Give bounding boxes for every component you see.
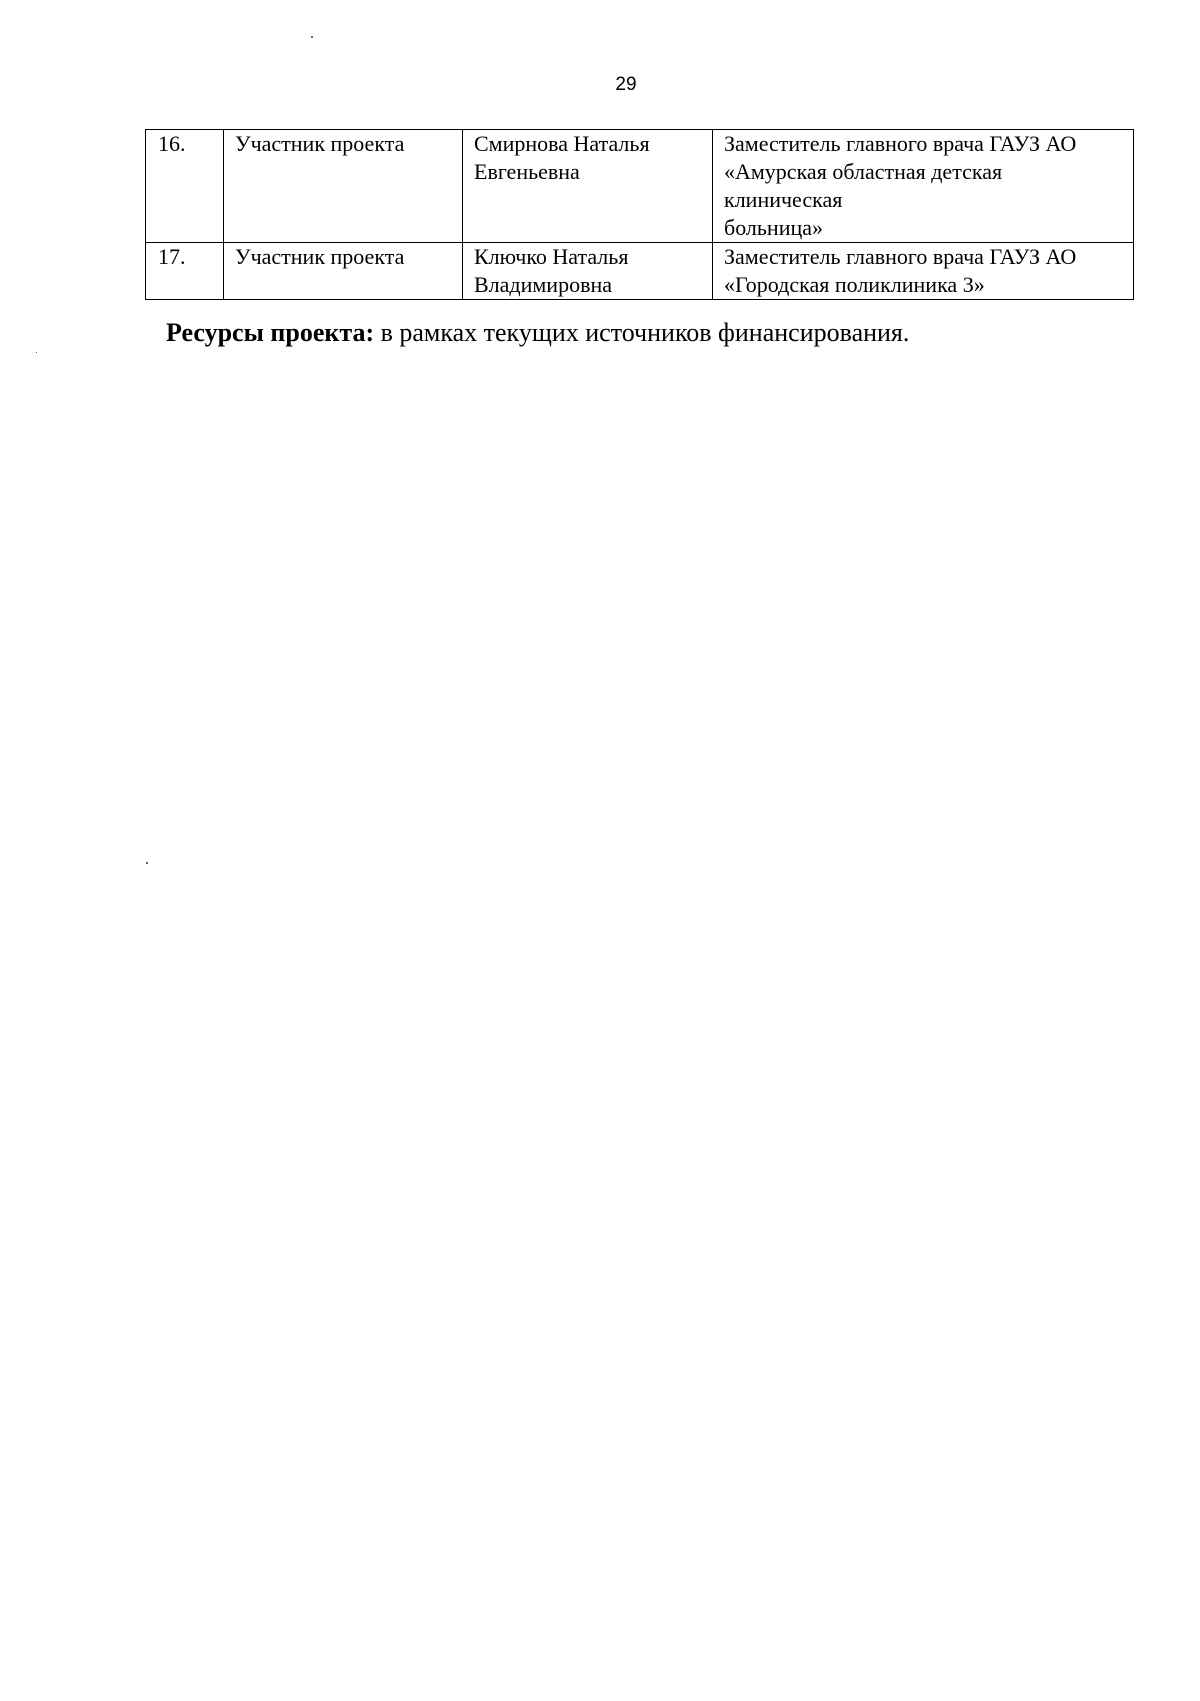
member-name-line: Смирнова Наталья xyxy=(474,131,650,156)
member-position-line: больница» xyxy=(724,215,823,240)
member-position-line: Заместитель главного врача ГАУЗ АО xyxy=(724,244,1077,269)
member-role: Участник проекта xyxy=(224,130,463,243)
member-name xyxy=(463,243,713,300)
scan-speck xyxy=(146,862,148,864)
page-number: 29 xyxy=(615,74,637,95)
member-name-line: Евгеньевна xyxy=(474,159,580,184)
project-resources xyxy=(166,318,909,348)
member-role: Участник проекта xyxy=(224,243,463,300)
resources-text: в рамках текущих источников финансирования. xyxy=(374,318,910,347)
row-number: 17. xyxy=(146,243,224,300)
resources-label: Ресурсы проекта: xyxy=(166,318,375,347)
row-number: 16. xyxy=(146,130,224,243)
member-position xyxy=(713,243,1134,300)
member-position-line: «Амурская областная детская клиническая xyxy=(724,159,1003,212)
table-row xyxy=(146,243,1134,300)
table-row xyxy=(146,130,1134,243)
scan-speck xyxy=(36,352,37,353)
member-name-line: Ключко Наталья xyxy=(474,244,629,269)
member-position xyxy=(713,130,1134,243)
scan-speck xyxy=(311,36,313,38)
member-position-line: «Городская поликлиника 3» xyxy=(724,272,985,297)
project-members-table xyxy=(145,129,1134,300)
member-position-line: Заместитель главного врача ГАУЗ АО xyxy=(724,131,1077,156)
member-name-line: Владимировна xyxy=(474,272,613,297)
member-name xyxy=(463,130,713,243)
